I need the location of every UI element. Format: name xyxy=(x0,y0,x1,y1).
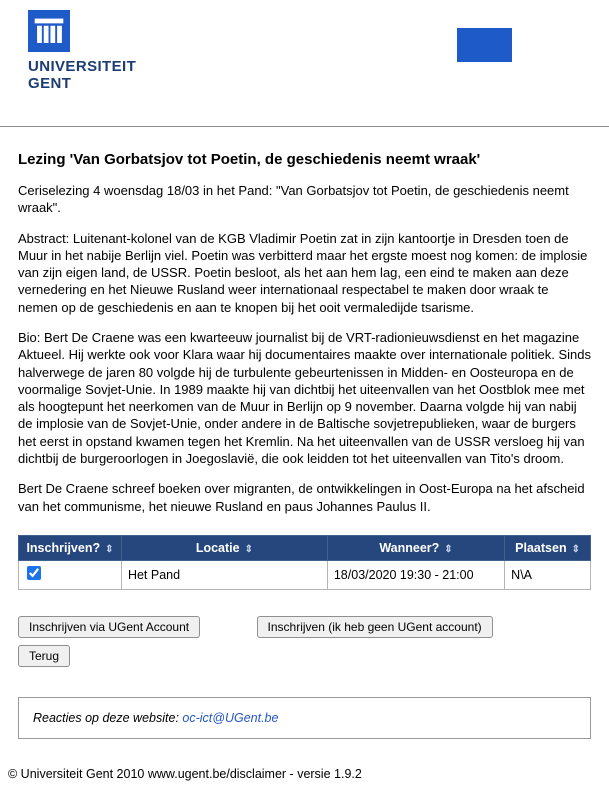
table-header-row xyxy=(19,535,591,560)
subscribe-no-account-button[interactable]: Inschrijven (ik heb geen UGent account) xyxy=(257,616,493,638)
action-buttons xyxy=(18,616,591,667)
sort-icon[interactable]: ⇕ xyxy=(444,543,453,555)
ugent-logo[interactable] xyxy=(28,10,136,92)
cell-wanneer: 18/03/2020 19:30 - 21:00 xyxy=(327,560,504,589)
column-label-wanneer: Wanneer? xyxy=(379,540,440,555)
column-header-locatie[interactable] xyxy=(121,535,327,560)
column-label-locatie: Locatie xyxy=(195,540,240,555)
column-header-wanneer[interactable] xyxy=(327,535,504,560)
sort-icon[interactable]: ⇕ xyxy=(244,543,253,555)
intro-paragraph: Ceriselezing 4 woensdag 18/03 in het Pand: "Van Gorbatsjov tot Poetin, de geschiedenis neemt wraak". xyxy=(18,183,569,216)
logo-wordmark-line1: UNIVERSITEIT xyxy=(28,58,137,75)
logo-wordmark-line2: GENT xyxy=(28,74,72,92)
books-paragraph: Bert De Craene schreef boeken over migranten, de ontwikkelingen in Oost-Europa na het afscheid van het communisme, het nieuwe Rusland en paus Johannes Paulus II. xyxy=(18,481,585,514)
sort-icon[interactable]: ⇕ xyxy=(571,543,580,555)
page-header xyxy=(0,0,609,127)
feedback-box xyxy=(18,697,591,739)
header-banner xyxy=(457,28,512,62)
cell-plaatsen: N\A xyxy=(505,560,591,589)
abstract-paragraph: Abstract: Luitenant-kolonel van de KGB Vladimir Poetin zat in zijn kantoortje in Dresden toen de Muur in het nabije Berlijn viel. Poetin was verbitterd maar het ergste moest nog komen: de implosie van zijn eigen land, de USSR. Poetin besloot, als het aan hem lag, een eind te maken aan deze vernedering en het Nieuwe Rusland weer internationaal respectabel te maken door wraak te nemen op de geschiedenis en aan te knopen bij het ooit vermaledijde tsarisme. xyxy=(18,230,588,315)
footer-text: © Universiteit Gent 2010 www.ugent.be/disclaimer - versie 1.9.2 xyxy=(8,766,362,781)
column-header-plaatsen[interactable] xyxy=(505,535,591,560)
column-header-inschrijven[interactable] xyxy=(19,535,122,560)
column-label-inschrijven: Inschrijven? xyxy=(26,540,101,555)
main-content xyxy=(0,151,609,739)
logo-wordmark xyxy=(28,59,136,92)
feedback-email-link[interactable]: oc-ict@UGent.be xyxy=(182,710,279,725)
ugent-logo-icon xyxy=(28,10,136,52)
cell-inschrijven xyxy=(19,560,122,589)
table-row xyxy=(19,560,591,589)
back-button-row xyxy=(18,645,591,667)
page-title: Lezing 'Van Gorbatsjov tot Poetin, de geschiedenis neemt wraak' xyxy=(18,151,481,168)
subscribe-ugent-button[interactable]: Inschrijven via UGent Account xyxy=(18,616,200,638)
back-button[interactable]: Terug xyxy=(18,645,70,667)
bio-paragraph: Bio: Bert De Craene was een kwarteeuw journalist bij de VRT-radionieuwsdienst en het magazine Aktueel. Hij werkte ook voor Klara waar hij documentaires maakte over internationale politiek. Sinds halverwege de jaren 80 volgde hij de turbulente gebeurtenissen in Midden- en Oosteuropa en de voormalige Sovjet-Unie. In 1989 maakte hij van dichtbij het uiteenvallen van het Oostblok mee met als hoogtepunt het neerkomen van de Muur in Berlijn op 9 november. Daarna volgde hij van nabij de implosie van de Sovjet-Unie, onder andere in de Baltische sovjetrepublieken, waar de burgers het eerst in opstand kwamen tegen het Kremlin. Na het uiteenvallen van de USSR versloeg hij van dichtbij de burgeroorlogen in Joegoslavië, die ook leidden tot het uiteenvallen van Tito's droom. xyxy=(18,329,592,466)
sort-icon[interactable]: ⇕ xyxy=(105,543,114,555)
cell-locatie: Het Pand xyxy=(121,560,327,589)
feedback-label: Reacties op deze website: xyxy=(33,710,183,725)
column-label-plaatsen: Plaatsen xyxy=(515,540,567,555)
registration-table xyxy=(18,535,591,590)
inschrijven-checkbox[interactable] xyxy=(27,566,41,580)
subscribe-button-row xyxy=(18,616,591,638)
